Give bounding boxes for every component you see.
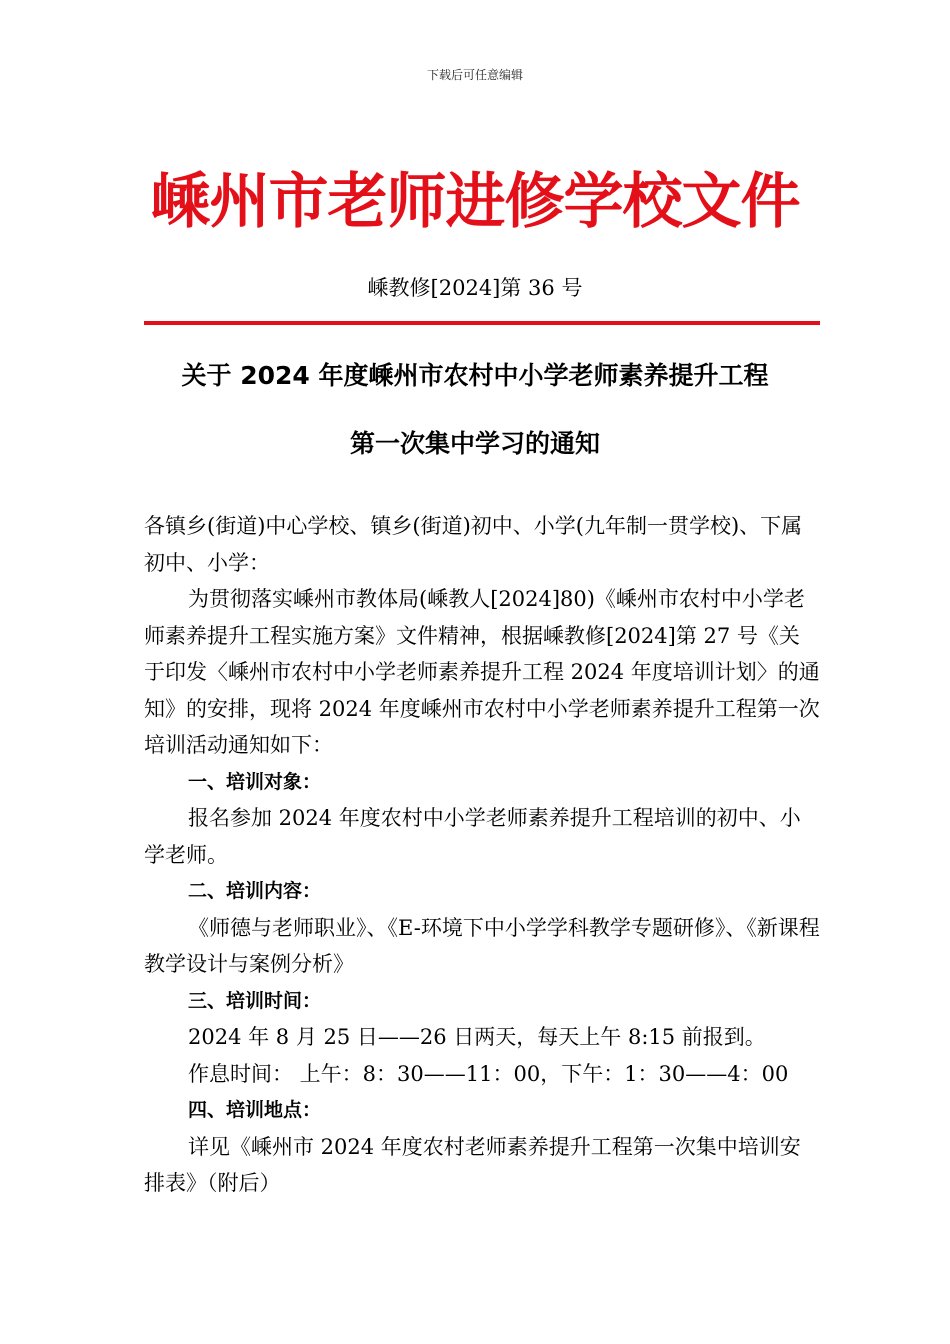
section-paragraph: 《师德与老师职业》、《E-环境下中小学学科教学专题研修》、《新课程教学设计与案例分析》 — [144, 915, 820, 976]
document-header: 嵊州市老师进修学校文件 — [150, 167, 800, 237]
section-paragraph: 详见《嵊州市 2024 年度农村老师素养提升工程第一次集中培训安排表》（附后） — [144, 1134, 801, 1195]
section-paragraph: 2024 年 8 月 25 日——26 日两天，每天上午 8:15 前报到。 — [188, 1025, 766, 1049]
section-paragraph: 作息时间： 上午：8：30——11：00，下午：1：30——4：00 — [188, 1061, 789, 1086]
document-number: 嵊教修[2024]第 36 号 — [367, 276, 583, 300]
section-heading: 二、培训内容： — [188, 880, 322, 902]
recipients: 各镇乡(街道)中心学校、镇乡(街道)初中、小学(九年制一贯学校)、下属初中、小学： — [144, 514, 803, 575]
section-heading: 三、培训时间： — [188, 989, 322, 1012]
notice-title-line-1: 关于 2024 年度嵊州市农村中小学老师素养提升工程 — [181, 361, 769, 390]
section-heading: 四、培训地点： — [188, 1099, 322, 1121]
notice-title-line-2: 第一次集中学习的通知 — [349, 429, 600, 458]
red-divider — [144, 321, 820, 325]
top-note: 下载后可任意编辑 — [426, 68, 523, 82]
section-heading: 一、培训对象： — [188, 770, 322, 793]
intro-paragraph: 为贯彻落实嵊州市教体局(嵊教人[2024]80)《嵊州市农村中小学老师素养提升工程实施方案》文件精神，根据嵊教修[2024]第 27 号《关于印发〈嵊州市农村中小学老师素养提升工程 2024 年度培训计划〉的通知》的安排，现将 2024 年度嵊州市农村中小学老师素养提升工程第一次培训活动通知如下： — [144, 587, 820, 757]
document-body — [144, 508, 820, 1202]
section-paragraph: 报名参加 2024 年度农村中小学老师素养提升工程培训的初中、小学老师。 — [144, 806, 801, 867]
